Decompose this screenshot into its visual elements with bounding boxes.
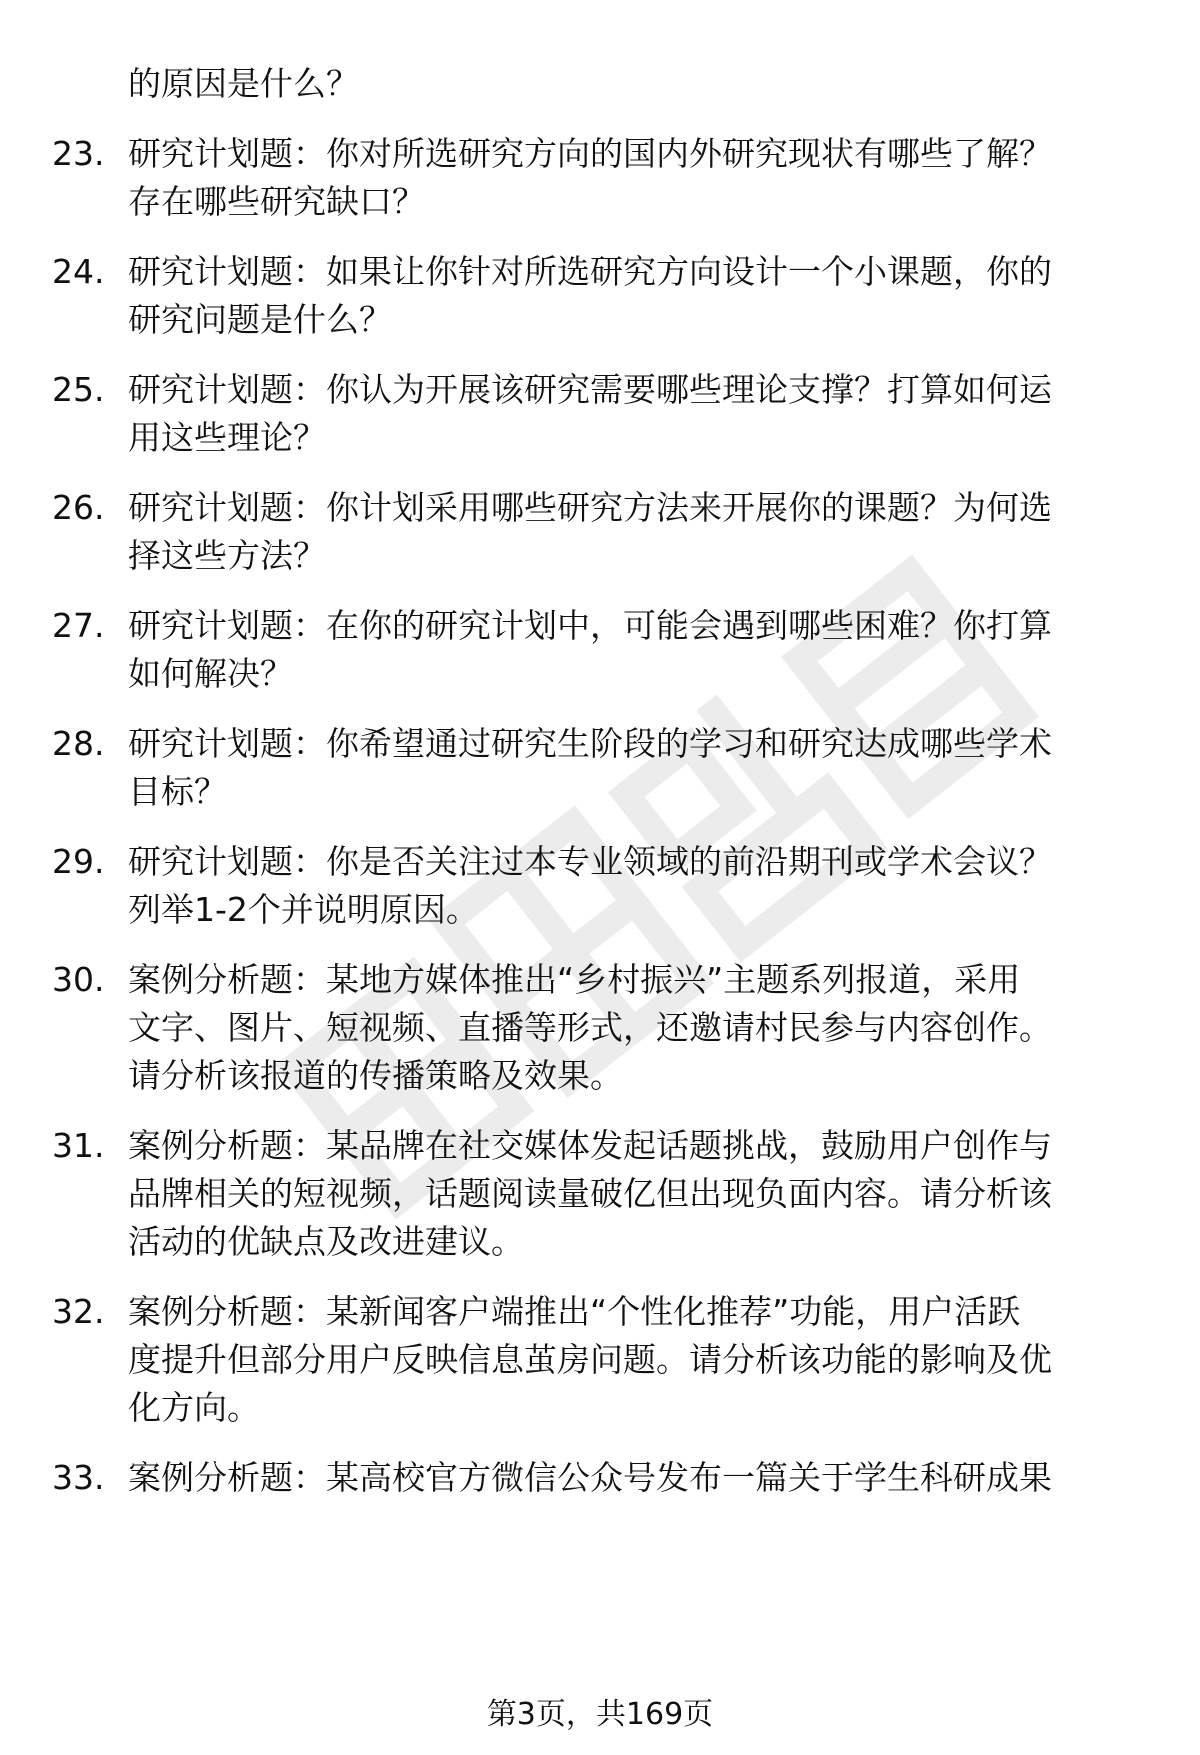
- item-number: 28.: [52, 724, 105, 763]
- item-text: 案例分析题：某地方媒体推出“乡村振兴”主题系列报道，采用 文字、图片、短视频、直播等形式，还邀请村民参与内容创作。 请分析该报道的传播策略及效果。: [128, 960, 1052, 1095]
- item-number: 23.: [52, 134, 105, 173]
- item-number: 29.: [52, 842, 105, 881]
- list-item: [52, 1288, 1152, 1432]
- item-number: 24.: [52, 252, 105, 291]
- item-number: 32.: [52, 1292, 105, 1331]
- list-item: [52, 130, 1152, 226]
- item-number: 26.: [52, 488, 105, 527]
- item-text: 研究计划题：你希望通过研究生阶段的学习和研究达成哪些学术 目标？: [128, 724, 1052, 811]
- list-item: [52, 1122, 1152, 1266]
- page-footer: 第3页，共169页: [486, 1697, 714, 1732]
- continuation-line: 的原因是什么？: [128, 64, 359, 103]
- item-text: 研究计划题：你对所选研究方向的国内外研究现状有哪些了解？ 存在哪些研究缺口？: [128, 134, 1052, 221]
- item-text: 研究计划题：在你的研究计划中，可能会遇到哪些困难？你打算 如何解决？: [128, 606, 1052, 693]
- list-item: [52, 1454, 1152, 1502]
- item-text: 研究计划题：你计划采用哪些研究方法来开展你的课题？为何选 择这些方法？: [128, 488, 1052, 575]
- item-text: 研究计划题：你是否关注过本专业领域的前沿期刊或学术会议？ 列举1-2个并说明原因。: [128, 842, 1052, 929]
- list-item: [52, 484, 1152, 580]
- item-text: 案例分析题：某品牌在社交媒体发起话题挑战，鼓励用户创作与 品牌相关的短视频，话题阅读量破亿但出现负面内容。请分析该 活动的优缺点及改进建议。: [128, 1126, 1052, 1261]
- item-text: 研究计划题：你认为开展该研究需要哪些理论支撑？打算如何运 用这些理论？: [128, 370, 1052, 457]
- item-number: 30.: [52, 960, 105, 999]
- item-text: 案例分析题：某高校官方微信公众号发布一篇关于学生科研成果: [128, 1458, 1052, 1497]
- list-item: [52, 720, 1152, 816]
- item-number: 33.: [52, 1458, 105, 1497]
- item-number: 27.: [52, 606, 105, 645]
- item-text: 研究计划题：如果让你针对所选研究方向设计一个小课题，你的 研究问题是什么？: [128, 252, 1052, 339]
- list-item: [52, 956, 1152, 1100]
- item-number: 31.: [52, 1126, 105, 1165]
- list-item: [52, 366, 1152, 462]
- list-item: [52, 602, 1152, 698]
- list-item: [52, 248, 1152, 344]
- item-text: 案例分析题：某新闻客户端推出“个性化推荐”功能，用户活跃 度提升但部分用户反映信息茧房问题。请分析该功能的影响及优 化方向。: [128, 1292, 1052, 1427]
- item-number: 25.: [52, 370, 105, 409]
- list-item: [52, 838, 1152, 934]
